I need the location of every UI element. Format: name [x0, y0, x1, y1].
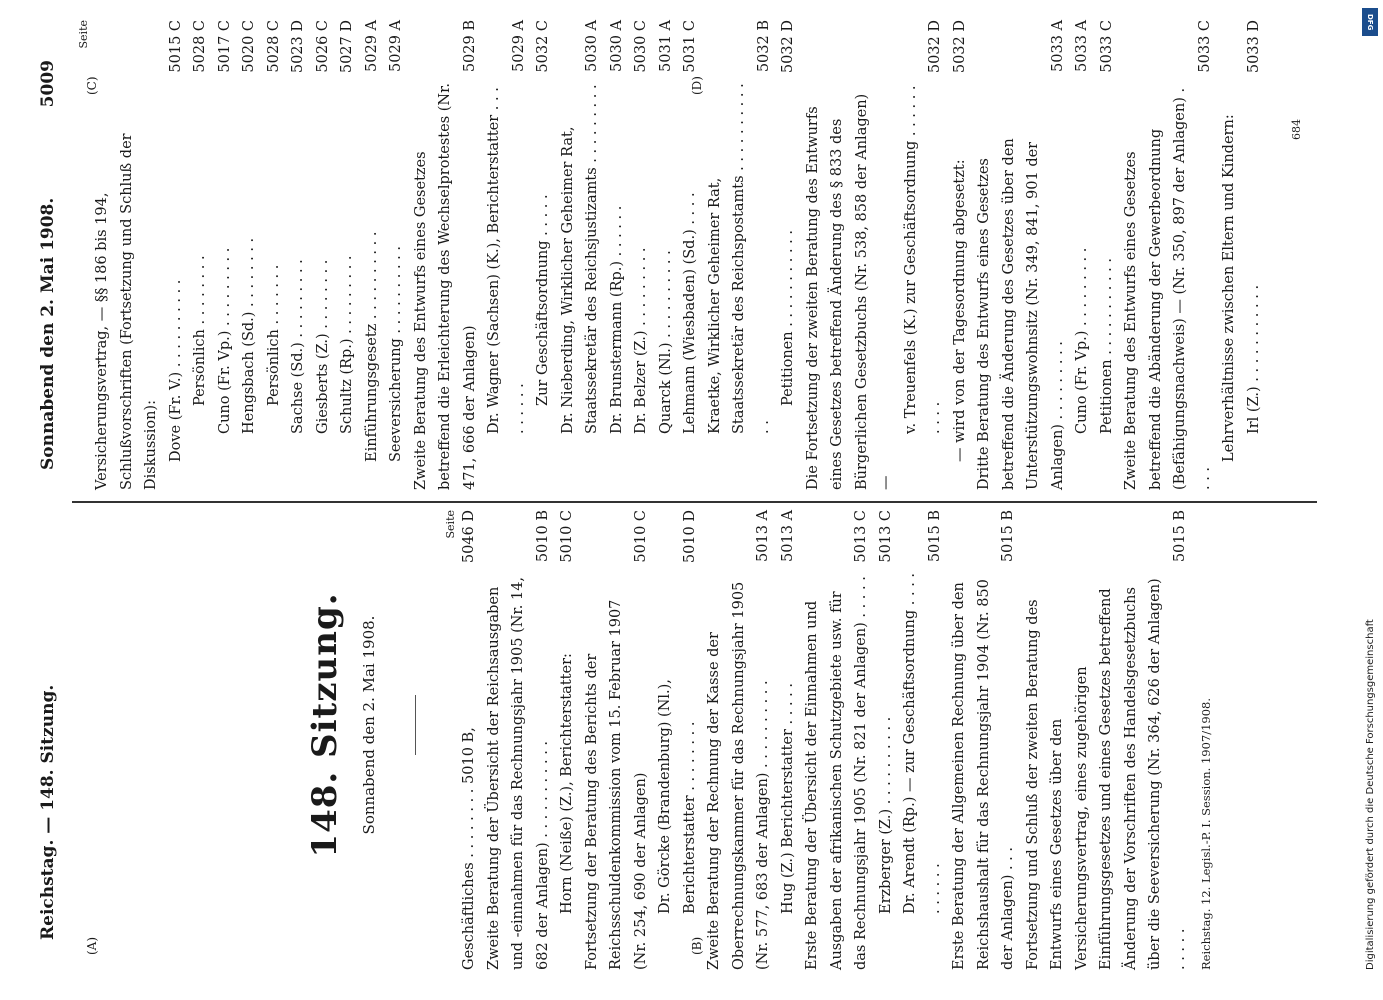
toc-entry-page: 5032 C: [535, 20, 551, 73]
toc-entry-page: 5029 A: [388, 20, 404, 72]
toc-entry-text: Dr. Görcke (Brandenburg) (Nl.), Berichterstatter . . . . . . . .: [657, 679, 698, 914]
toc-entry: [654, 20, 679, 490]
toc-entry-text: Kraetke, Wirklicher Geheimer Rat, Staatssekretär des Reichspostamts . . . . . . . . . . . .: [706, 83, 772, 434]
toc-entry: [874, 510, 899, 970]
toc-entry: [703, 20, 777, 490]
toc-entry-text: Die Fortsetzung der zweiten Beratung des Entwurfs eines Gesetzes betreffend Änderung des § 833 des Bürgerlichen Gesetzbuchs (Nr. 538, 858 der Anlagen) —: [804, 93, 894, 490]
toc-entry-page: 5033 A: [1074, 20, 1090, 72]
toc-entry-text: Schultz (Rp.) . . . . . . . . .: [339, 255, 355, 434]
toc-entry-text: Fortsetzung und Schluß der zweiten Beratung des Entwurfs eines Gesetzes über den Versicherungsvertrag, eines zugehörigen Einführungsgesetzes und eines Gesetzes betreffend Änderung der Vorschriften des Handelsgesetzbuchs über die Seeversicherung (Nr. 364, 626 der Anlagen) . . . . .: [1024, 578, 1188, 970]
toc-entry: [556, 20, 605, 490]
toc-entry-text: Zweite Beratung der Übersicht der Reichsausgaben und -einnahmen für das Rechnungsjahr 1905 (Nr. 14, 682 der Anlagen) . . . . . . . . . . .: [485, 576, 551, 970]
toc-entry: [898, 510, 947, 970]
left-entries: [457, 510, 1192, 970]
marker-c: (C): [85, 76, 99, 95]
column-divider: [72, 502, 1317, 504]
toc-entry-text: Einführungsgesetz . . . . . . . . . .: [363, 231, 380, 462]
toc-entry: [948, 20, 973, 490]
marker-b: (B): [690, 936, 704, 955]
toc-entry: [360, 20, 385, 490]
toc-entry: [286, 20, 311, 490]
toc-entry-page: 5020 C: [241, 20, 257, 73]
toc-entry: [776, 510, 801, 970]
toc-entry: [653, 510, 702, 970]
toc-entry: [947, 510, 1021, 970]
toc-entry-page: 5015 B: [1171, 510, 1188, 563]
toc-entry-text: Petitionen . . . . . . . . . . .: [780, 229, 796, 406]
left-column: [445, 510, 1219, 970]
toc-entry-text: Geschäftliches . . . . . . . . 5010 B,: [461, 727, 477, 970]
toc-entry-text: Cuno (Fr. Vp.) . . . . . . . . .: [216, 247, 233, 434]
toc-entry: [776, 20, 801, 490]
toc-entry: [801, 20, 899, 490]
toc-entry: [531, 20, 556, 490]
toc-entry-page: 5023 D: [290, 20, 306, 74]
toc-entry-page: 5032 D: [780, 20, 796, 74]
toc-entry-text: Hug (Z.) Berichterstatter . . . . .: [779, 682, 796, 914]
seite-label-left: Seite: [444, 510, 457, 539]
session-date: Sonnabend den 2. Mai 1908.: [360, 615, 378, 835]
toc-entry: [311, 20, 336, 490]
toc-entry: [800, 510, 874, 970]
toc-entry: [678, 20, 703, 490]
toc-entry-text: v. Treuenfels (K.) zur Geschäftsordnung . . . . . . . . . .: [902, 85, 943, 434]
toc-entry-page: 5029 A: [363, 20, 380, 72]
toc-entry-text: Fortsetzung der Beratung des Berichts der Reichsschuldenkommission vom 15. Februar 1907 (Nr. 254, 690 der Anlagen): [583, 599, 649, 970]
left-footer: Reichstag. 12. Legisl.-P. I. Session. 1907/1908.: [1199, 697, 1213, 970]
toc-entry-page: 5013 C: [877, 510, 894, 563]
toc-entry-text: Erste Beratung der Allgemeinen Rechnung über den Reichshaushalt für das Rechnungsjahr 1904 (Nr. 850 der Anlagen) . . .: [951, 579, 1016, 970]
toc-entry-text: Irl (Z.) . . . . . . . . . . .: [1245, 284, 1262, 434]
seite-label-right: Seite: [77, 20, 90, 49]
toc-entry-text: Horn (Neiße) (Z.), Berichterstatter:: [559, 653, 575, 914]
toc-entry: [262, 20, 287, 490]
toc-entry-text: Dr. Brunstermann (Rp.) . . . . . .: [608, 205, 625, 434]
toc-entry-text: Zweite Beratung des Entwurfs eines Gesetzes betreffend die Erleichterung des Wechselprotestes (Nr. 471, 666 der Anlagen): [412, 82, 478, 490]
toc-entry-page: 5029 A: [510, 20, 527, 72]
toc-entry: [164, 20, 189, 490]
toc-entry: [1119, 20, 1217, 490]
toc-entry: [213, 20, 238, 490]
toc-entry-page: 5029 B: [461, 20, 478, 73]
toc-entry-text: Zur Geschäftsordnung . . . . .: [535, 194, 551, 406]
toc-entry-page: 5033 A: [1049, 20, 1066, 72]
header-left: Reichstag. — 148. Sitzung.: [38, 684, 58, 940]
toc-entry-page: 5030 A: [584, 20, 600, 72]
toc-entry: [1242, 20, 1267, 490]
toc-entry: [1070, 20, 1095, 490]
dfg-logo: DFG: [1362, 8, 1378, 36]
toc-entry-text: Zweite Beratung der Rechnung der Kasse der Oberrechnungskammer für das Rechnungsjahr 1905 (Nr. 577, 683 der Anlagen) . . . . . . . . . .: [706, 581, 771, 970]
toc-entry-page: 5033 C: [1196, 20, 1213, 73]
toc-entry-text: Zweite Beratung des Entwurfs eines Gesetzes betreffend die Abänderung der Gewerbeordnung (Befähigungsnachweis) — (Nr. 350, 897 der Anlagen) . . . .: [1123, 87, 1213, 490]
toc-entry-page: 5013 C: [853, 510, 869, 563]
toc-entry: [605, 20, 630, 490]
toc-entry-text: Lehmann (Wiesbaden) (Sd.) . . . .: [682, 192, 698, 434]
toc-entry: [457, 510, 482, 970]
toc-entry: [482, 510, 556, 970]
toc-entry-page: 5010 C: [632, 510, 649, 563]
toc-entry: [555, 510, 580, 970]
toc-entry-page: 5013 A: [755, 510, 771, 562]
toc-entry: [972, 20, 1070, 490]
title-rule: [415, 695, 416, 755]
toc-entry-text: Dove (Fr. V.) . . . . . . . . . .: [167, 279, 184, 462]
toc-entry-page: 5013 A: [779, 510, 796, 562]
running-header: [30, 60, 70, 940]
toc-entry-page: 5030 C: [633, 20, 649, 73]
toc-entry: [384, 20, 409, 490]
right-footer: 684: [1290, 119, 1303, 140]
toc-entry-text: Dr. Wagner (Sachsen) (K.), Berichterstatter . . . . . . . . .: [486, 87, 527, 434]
toc-entry-text: Lehrverhältnisse zwischen Eltern und Kindern:: [1221, 114, 1237, 462]
right-entries: [90, 20, 1266, 490]
toc-entry-text: Persönlich . . . . . . .: [265, 264, 282, 406]
toc-entry: [188, 20, 213, 490]
toc-entry: [580, 510, 654, 970]
toc-entry-text: Dritte Beratung des Entwurfs eines Gesetzes betreffend die Änderung des Gesetzes über den Unterstützungswohnsitz (Nr. 349, 841, 901 der Anlagen) . . . . . . . . .: [976, 138, 1066, 490]
side-note-text: Digitalisierung gefördert durch die Deutsche Forschungsgemeinschaft: [1365, 619, 1376, 970]
toc-entry-page: 5010 D: [681, 510, 698, 564]
toc-entry: [237, 20, 262, 490]
toc-entry-text: Persönlich . . . . . . . .: [192, 255, 208, 406]
toc-entry-page: 5032 D: [927, 20, 943, 74]
toc-entry-text: Sachse (Sd.) . . . . . . . . .: [290, 259, 306, 434]
toc-entry-text: Dr. Nieberding, Wirklicher Geheimer Rat, Staatssekretär des Reichsjustizamts . . . . . . . . .: [559, 84, 600, 434]
toc-entry-page: 5032 B: [755, 20, 772, 73]
header-center: Sonnabend den 2. Mai 1908.: [38, 197, 58, 470]
marker-d: (D): [690, 76, 704, 95]
toc-entry-page: 5032 D: [951, 20, 968, 74]
toc-entry: [335, 20, 360, 490]
toc-entry: [629, 20, 654, 490]
toc-entry: [409, 20, 483, 490]
page-number: 5009: [38, 60, 58, 108]
toc-entry-page: 5033 C: [1098, 20, 1115, 73]
toc-entry-text: Erzberger (Z.) . . . . . . . . . .: [877, 716, 894, 914]
toc-entry: [90, 20, 164, 490]
toc-entry-text: Dr. Arendt (Rp.) — zur Geschäftsordnung . . . . . . . . . .: [902, 572, 943, 914]
toc-entry-text: Giesberts (Z.) . . . . . . . .: [314, 259, 331, 434]
toc-entry: [899, 20, 948, 490]
toc-entry-text: Seeversicherung . . . . . . . . . .: [388, 246, 404, 462]
toc-entry-page: 5026 C: [314, 20, 331, 73]
toc-entry-page: 5028 C: [192, 20, 208, 73]
side-note: [1365, 20, 1379, 980]
session-title: 148. Sitzung.: [305, 592, 345, 858]
toc-entry: [702, 510, 776, 970]
toc-entry: [1095, 20, 1120, 490]
marker-a: (A): [85, 936, 99, 955]
toc-entry-text: Erste Beratung der Übersicht der Einnahmen und Ausgaben der afrikanischen Schutzgebiete usw. für das Rechnungsjahr 1905 (Nr. 821 der Anlagen) . . . . .: [804, 576, 869, 970]
toc-entry-page: 5046 D: [461, 510, 477, 564]
toc-entry-page: 5015 C: [167, 20, 184, 73]
toc-entry-page: 5030 A: [608, 20, 625, 72]
toc-entry-page: 5031 C: [682, 20, 698, 73]
toc-entry: [1021, 510, 1193, 970]
toc-entry-page: 5027 D: [339, 20, 355, 74]
toc-entry-text: — wird von der Tagesordnung abgesetzt:: [951, 159, 968, 462]
toc-entry-page: 5033 D: [1245, 20, 1262, 74]
toc-entry-page: 5031 A: [657, 20, 674, 72]
toc-entry-page: 5010 C: [559, 510, 575, 563]
toc-entry-text: Dr. Belzer (Z.) . . . . . . . . .: [633, 247, 649, 434]
right-column: [78, 20, 1266, 490]
toc-entry-page: 5015 B: [926, 510, 943, 563]
toc-entry-page: 5010 B: [534, 510, 551, 563]
toc-entry-text: Cuno (Fr. Vp.) . . . . . . . . .: [1074, 247, 1090, 434]
toc-entry: [1217, 20, 1242, 490]
toc-entry-text: Quarck (Nl.) . . . . . . . . . .: [657, 250, 674, 434]
toc-entry-text: Versicherungsvertrag, — §§ 186 bis 194, Schlußvorschriften (Fortsetzung und Schluß der Diskussion):: [94, 133, 159, 490]
toc-entry-page: 5017 C: [216, 20, 233, 73]
toc-entry-page: 5028 C: [265, 20, 282, 73]
toc-entry: [482, 20, 531, 490]
toc-entry-page: 5015 B: [1000, 510, 1016, 563]
toc-entry-text: Petitionen . . . . . . . . . . .: [1098, 257, 1115, 434]
toc-entry-text: Hengsbach (Sd.) . . . . . . . .: [241, 237, 257, 434]
